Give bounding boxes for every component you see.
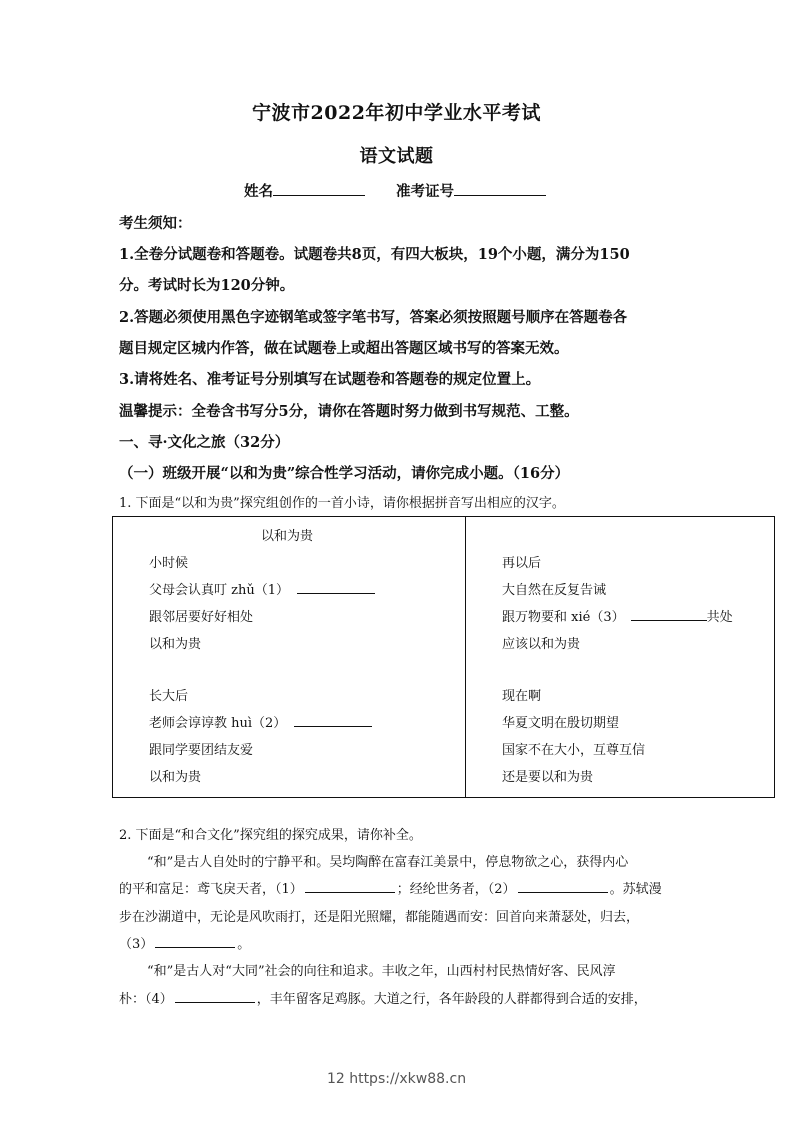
notice-item2-line1: 2.答题必须使用黑色字迹钢笔或签字笔书写，答案必须按照题号顺序在答题卷各 bbox=[119, 309, 628, 326]
notice-item3: 3.请将姓名、准考证号分别填写在试题卷和答题卷的规定位置上。 bbox=[119, 371, 541, 388]
q2-para2-line1: “和”是古人对“大同”社会的向往和追求。丰收之年，山西村村民热情好客、民风淳 bbox=[147, 964, 616, 979]
poem-left-line-8: 以和为贵 bbox=[149, 770, 202, 785]
name-label: 姓名 bbox=[244, 183, 273, 200]
poem-right-line-7: 国家不在大小，互尊互信 bbox=[502, 743, 646, 758]
notice-tip: 温馨提示：全卷含书写分5分，请你在答题时努力做到书写规范、工整。 bbox=[119, 403, 579, 420]
exam-id-field[interactable] bbox=[396, 180, 546, 201]
q2-para1-line2: 的平和富足：鸢飞戾天者，（1） ；经纶世务者，（2） 。苏轼漫 bbox=[119, 882, 662, 897]
blank-3[interactable] bbox=[631, 608, 707, 621]
page-footer: 12 https://xkw88.cn bbox=[326, 1071, 467, 1087]
exam-title: 宁波市2022年初中学业水平考试 bbox=[252, 102, 541, 124]
q2-para1-line1: “和”是古人自处时的宁静平和。吴均陶醉在富春江美景中，停息物欲之心，获得内心 bbox=[147, 855, 629, 870]
poem-right-line-5: 现在啊 bbox=[502, 689, 542, 704]
notice-item2-line2: 题目规定区城内作答，做在试题卷上或超出答题区域书写的答案无效。 bbox=[119, 340, 569, 357]
poem-column-divider bbox=[465, 517, 466, 797]
notice-heading: 考生须知： bbox=[119, 215, 192, 232]
poem-right-line-2: 大自然在反复告诫 bbox=[502, 583, 607, 598]
exam-id-label: 准考证号 bbox=[396, 183, 454, 200]
poem-left-line-2: 父母会认真叮 zhǔ（1） bbox=[149, 579, 375, 598]
q2-para1-line4: （3） 。 bbox=[119, 937, 251, 952]
notice-item1-line1: 1.全卷分试题卷和答题卷。试题卷共8页，有四大板块，19个小题，满分为150 bbox=[119, 246, 630, 263]
section1-heading: 一、寻·文化之旅（32分） bbox=[119, 434, 290, 451]
poem-left-line-1: 小时候 bbox=[149, 556, 189, 571]
q2-blank-4[interactable] bbox=[175, 990, 255, 1003]
name-field[interactable] bbox=[244, 180, 365, 201]
poem-right-line-8: 还是要以和为贵 bbox=[502, 770, 594, 785]
poem-right-line-3: 跟万物要和 xié（3） 共处 bbox=[502, 610, 733, 625]
name-blank[interactable] bbox=[273, 183, 365, 196]
poem-table bbox=[112, 516, 775, 798]
notice-item1-line2: 分。考试时长为120分钟。 bbox=[119, 277, 295, 294]
poem-title: 以和为贵 bbox=[261, 529, 314, 544]
poem-left-line-5: 长大后 bbox=[149, 689, 189, 704]
poem-left-line-6: 老师会谆谆教 huì（2） bbox=[149, 712, 372, 731]
question1-prompt: 1. 下面是“以和为贵”探究组创作的一首小诗，请你根据拼音写出相应的汉字。 bbox=[119, 496, 565, 511]
blank-1[interactable] bbox=[297, 581, 375, 594]
poem-left-line-7: 跟同学要团结友爱 bbox=[149, 743, 254, 758]
exam-subtitle: 语文试题 bbox=[359, 146, 434, 167]
q2-para2-line2: 朴：（4） ，丰年留客足鸡豚。大道之行，各年龄段的人群都得到合适的安排， bbox=[119, 992, 647, 1007]
poem-right-line-6: 华夏文明在殷切期望 bbox=[502, 716, 620, 731]
q2-para1-line3: 步在沙湖道中，无论是风吹雨打，还是阳光照耀，都能随遇而安：回首向来萧瑟处，归去， bbox=[119, 910, 640, 925]
section1-sub-heading: （一）班级开展“以和为贵”综合性学习活动，请你完成小题。（16分） bbox=[119, 465, 570, 482]
q2-blank-1[interactable] bbox=[305, 880, 395, 893]
q2-blank-3[interactable] bbox=[155, 935, 235, 948]
q2-blank-2[interactable] bbox=[518, 880, 608, 893]
question2-prompt: 2. 下面是“和合文化”探究组的探究成果，请你补全。 bbox=[119, 828, 422, 843]
poem-right-line-1: 再以后 bbox=[502, 556, 542, 571]
blank-2[interactable] bbox=[294, 714, 372, 727]
poem-left-line-4: 以和为贵 bbox=[149, 637, 202, 652]
exam-id-blank[interactable] bbox=[454, 183, 546, 196]
poem-right-line-4: 应该以和为贵 bbox=[502, 637, 581, 652]
poem-left-line-3: 跟邻居要好好相处 bbox=[149, 610, 254, 625]
